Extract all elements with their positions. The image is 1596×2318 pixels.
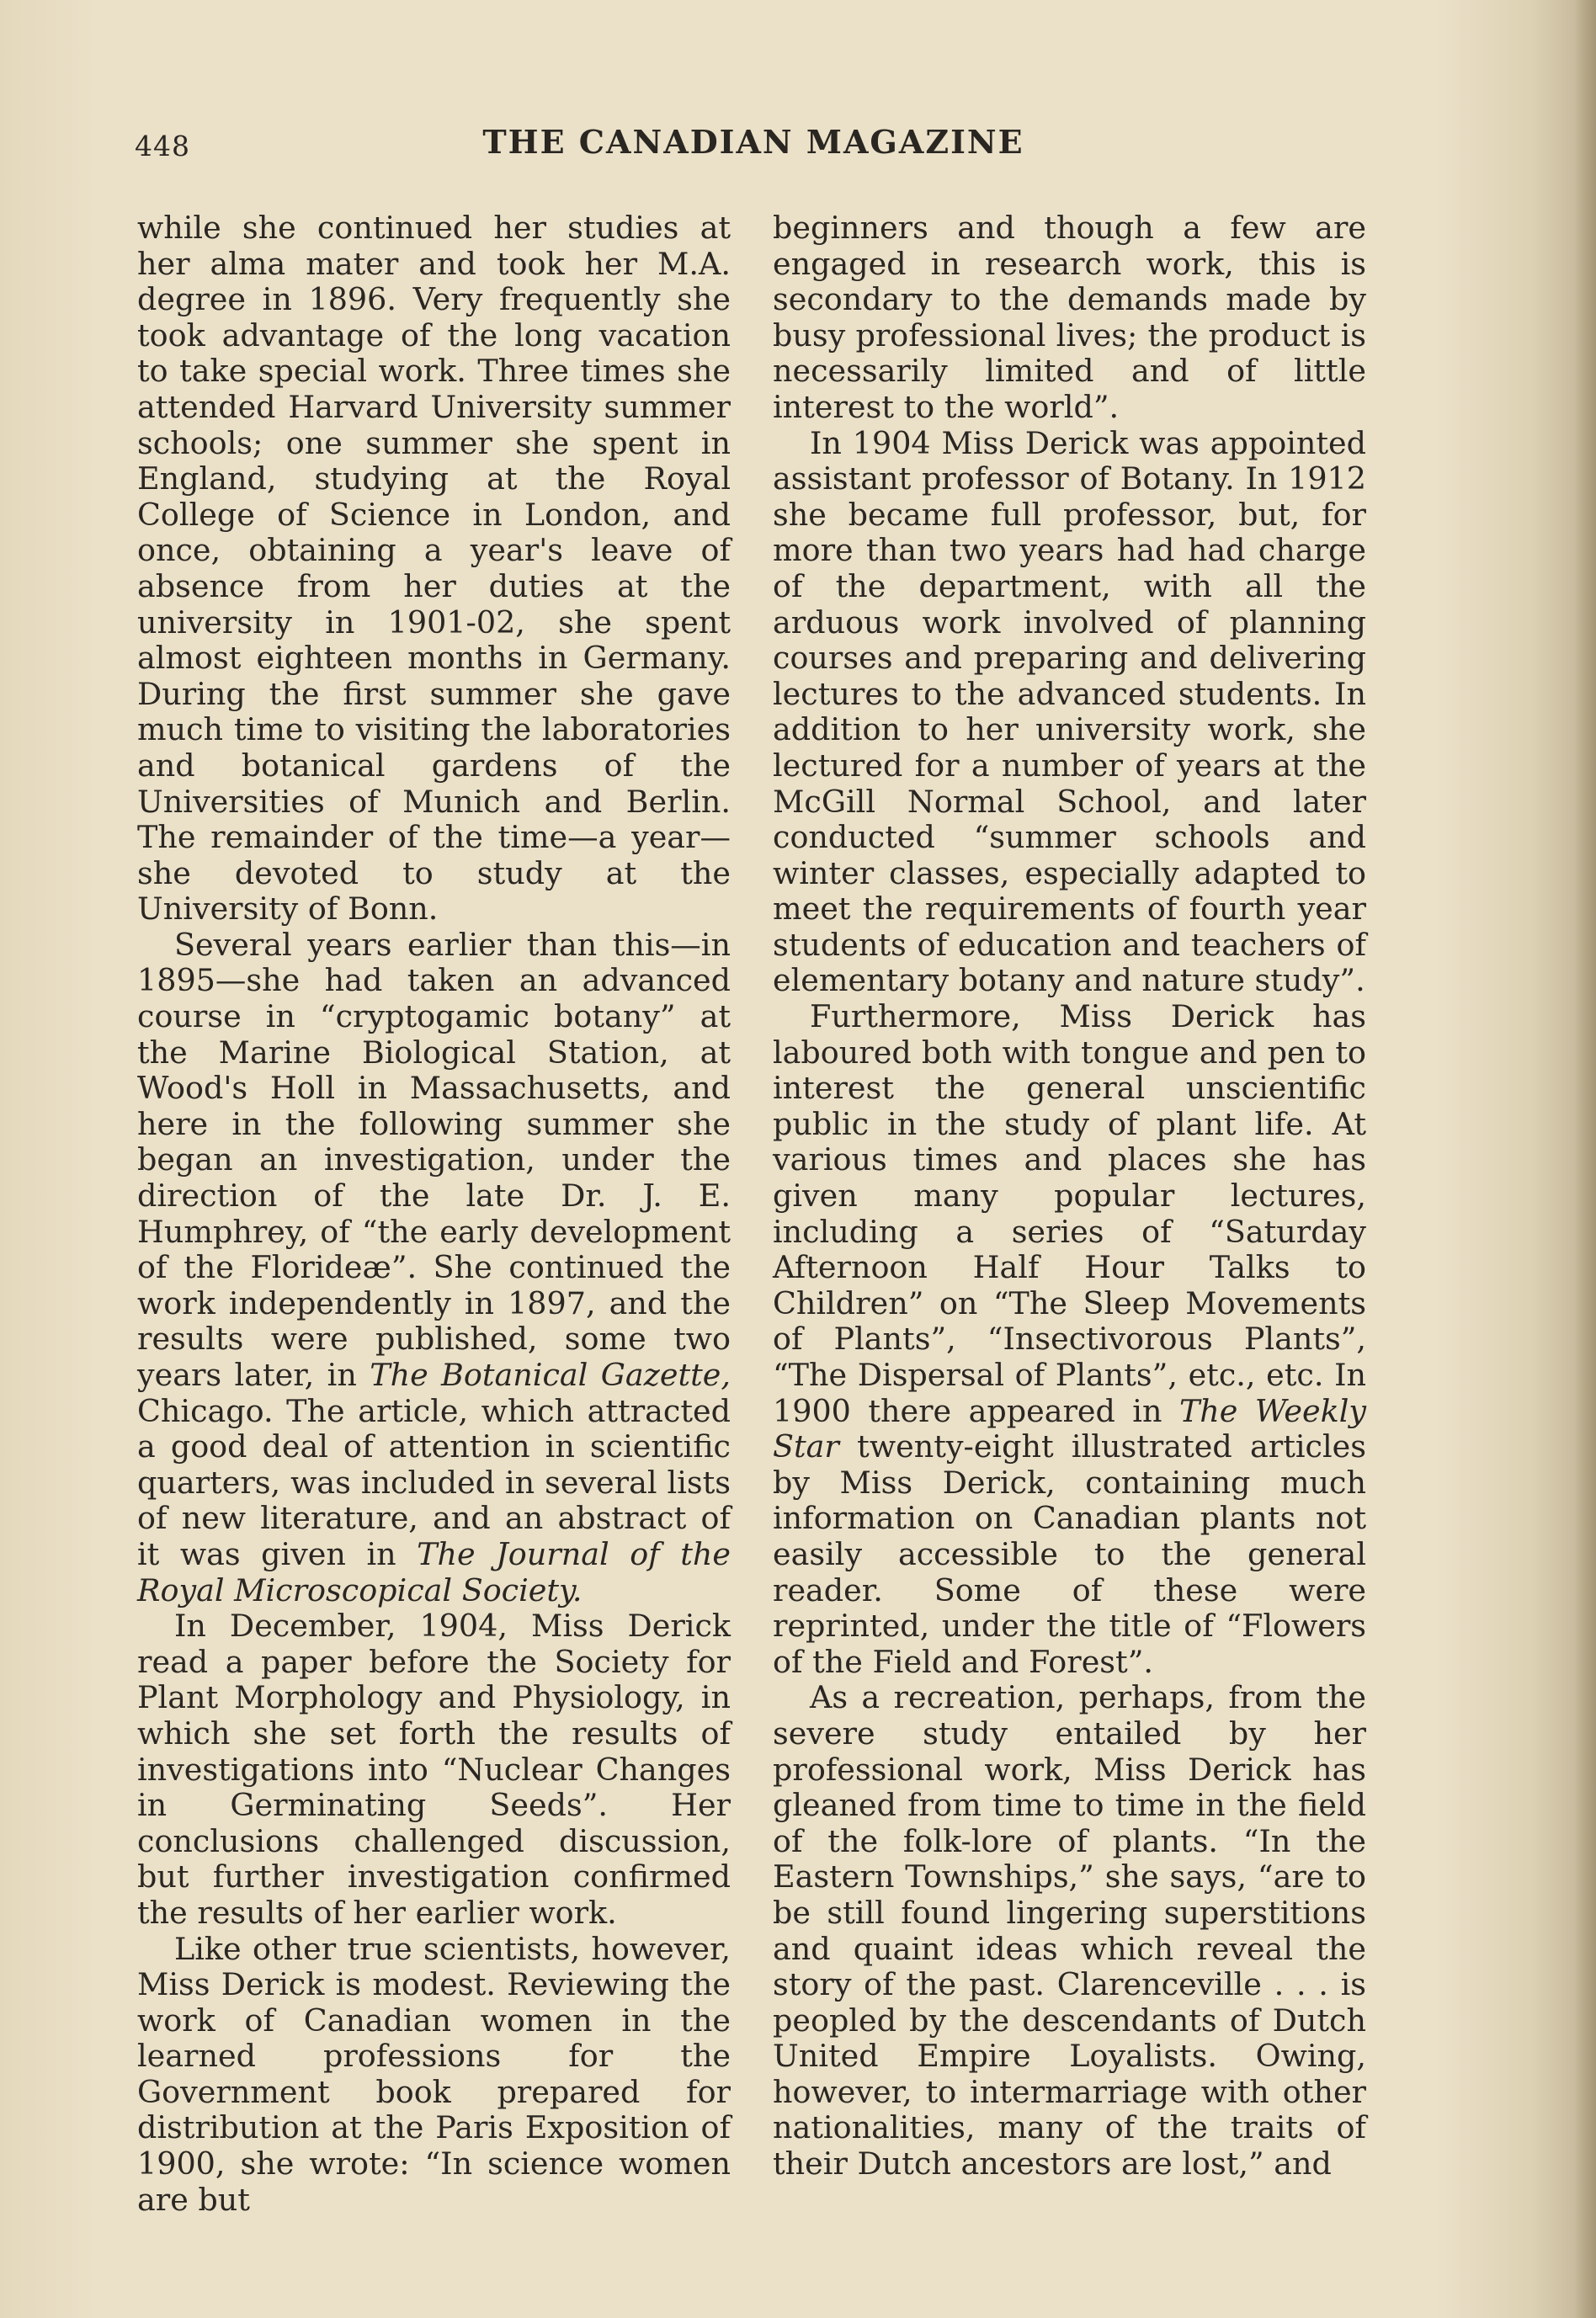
left-paragraph-2 — [137, 928, 731, 1608]
botanical-gazette-title: The Botanical Gazette, — [370, 1357, 731, 1393]
running-head — [135, 123, 1372, 168]
right-column — [773, 210, 1366, 2182]
right-paragraph-3-text-b: twenty-eight illustrated articles by Miss Derick, containing much information on Canadian plants not easily accessible to the general reader. Some of these were reprinted, under the title of “Flowers of the Field and Forest”. — [773, 1428, 1366, 1680]
left-paragraph-4: Like other true scientists, however, Miss Derick is modest. Reviewing the work of Canadian women in the learned professions for the Government book prepared for distribution at the Paris Exposition of 1900, she wrote: “In science women are but — [137, 1930, 731, 2218]
left-paragraph-2-text-b: Chicago. The article, which attracted a good deal of attention in scientific quarters, was included in several lists of new literature, and an abstract of it was given in — [137, 1392, 731, 1572]
right-paragraph-2: In 1904 Miss Derick was appointed assistant professor of Botany. In 1912 she became full professor, but, for more than two years had had charge of the department, with all the arduous work involved of planning courses and preparing and delivering lectures to the advanced students. In addition to her university work, she lectured for a number of years at the McGill Normal School, and later conducted “summer schools and winter classes, especially adapted to meet the requirements of fourth year students of education and teachers of elementary botany and nature study”. — [773, 424, 1366, 999]
left-paragraph-1: while she continued her studies at her alma mater and took her M.A. degree in 1896. Very frequently she took advantage of the long vacation to take special work. Three times she attended Harvard University summer schools; one summer she spent in England, studying at the Royal College of Science in London, and once, obtaining a year's leave of absence from her duties at the university in 1901-02, she spent almost eighteen months in Germany. During the first summer she gave much time to visiting the laboratories and botanical gardens of the Universities of Munich and Berlin. The remainder of the time—a year—she devoted to study at the University of Bonn. — [137, 210, 731, 928]
right-paragraph-3 — [773, 999, 1366, 1680]
left-column — [137, 210, 731, 2218]
right-paragraph-4: As a recreation, perhaps, from the severe study entailed by her professional work, Miss Derick has gleaned from time to time in the field of the folk-lore of plants. “In the Eastern Townships,” she says, “are to be still found lingering superstitions and quaint ideas which reveal the story of the past. Clarenceville . . . is peopled by the descendants of Dutch United Empire Loyalists. Owing, however, to intermarriage with other nationalities, many of the traits of their Dutch ancestors are lost,” and — [773, 1679, 1366, 2182]
microscopical-journal-title: The Journal of the Royal Microscopical Society. — [137, 1535, 731, 1608]
left-paragraph-3: In December, 1904, Miss Derick read a paper before the Society for Plant Morphology and Physiology, in which she set forth the results of investigations into “Nuclear Changes in Germinating Seeds”. Her conclusions challenged discussion, but further investigation confirmed the results of her earlier work. — [137, 1608, 731, 1931]
left-paragraph-2-text-a: Several years earlier than this—in 1895—she had taken an advanced course in “cryptogamic botany” at the Marine Biological Station, at Wood's Holl in Massachusetts, and here in the following summer she began an investigation, under the direction of the late Dr. J. E. Humphrey, of “the early development of the Florideæ”. She continued the work independently in 1897, and the results were published, some two years later, in — [137, 926, 731, 1393]
right-paragraph-3-text-a: Furthermore, Miss Derick has laboured both with tongue and pen to interest the general unscientific public in the study of plant life. At various times and places she has given many popular lectures, including a series of “Saturday Afternoon Half Hour Talks to Children” on “The Sleep Movements of Plants”, “Insectivorous Plants”, “The Dispersal of Plants”, etc., etc. In 1900 there appeared in — [773, 998, 1366, 1429]
page-edge-shadow — [1574, 0, 1596, 2318]
page-number: 448 — [135, 130, 190, 162]
journal-title: THE CANADIAN MAGAZINE — [482, 123, 1024, 161]
right-paragraph-1: beginners and though a few are engaged in research work, this is secondary to the demands made by busy professional lives; the product is necessarily limited and of little interest to the world”. — [773, 210, 1366, 425]
weekly-star-title: The Weekly Star — [773, 1392, 1366, 1465]
